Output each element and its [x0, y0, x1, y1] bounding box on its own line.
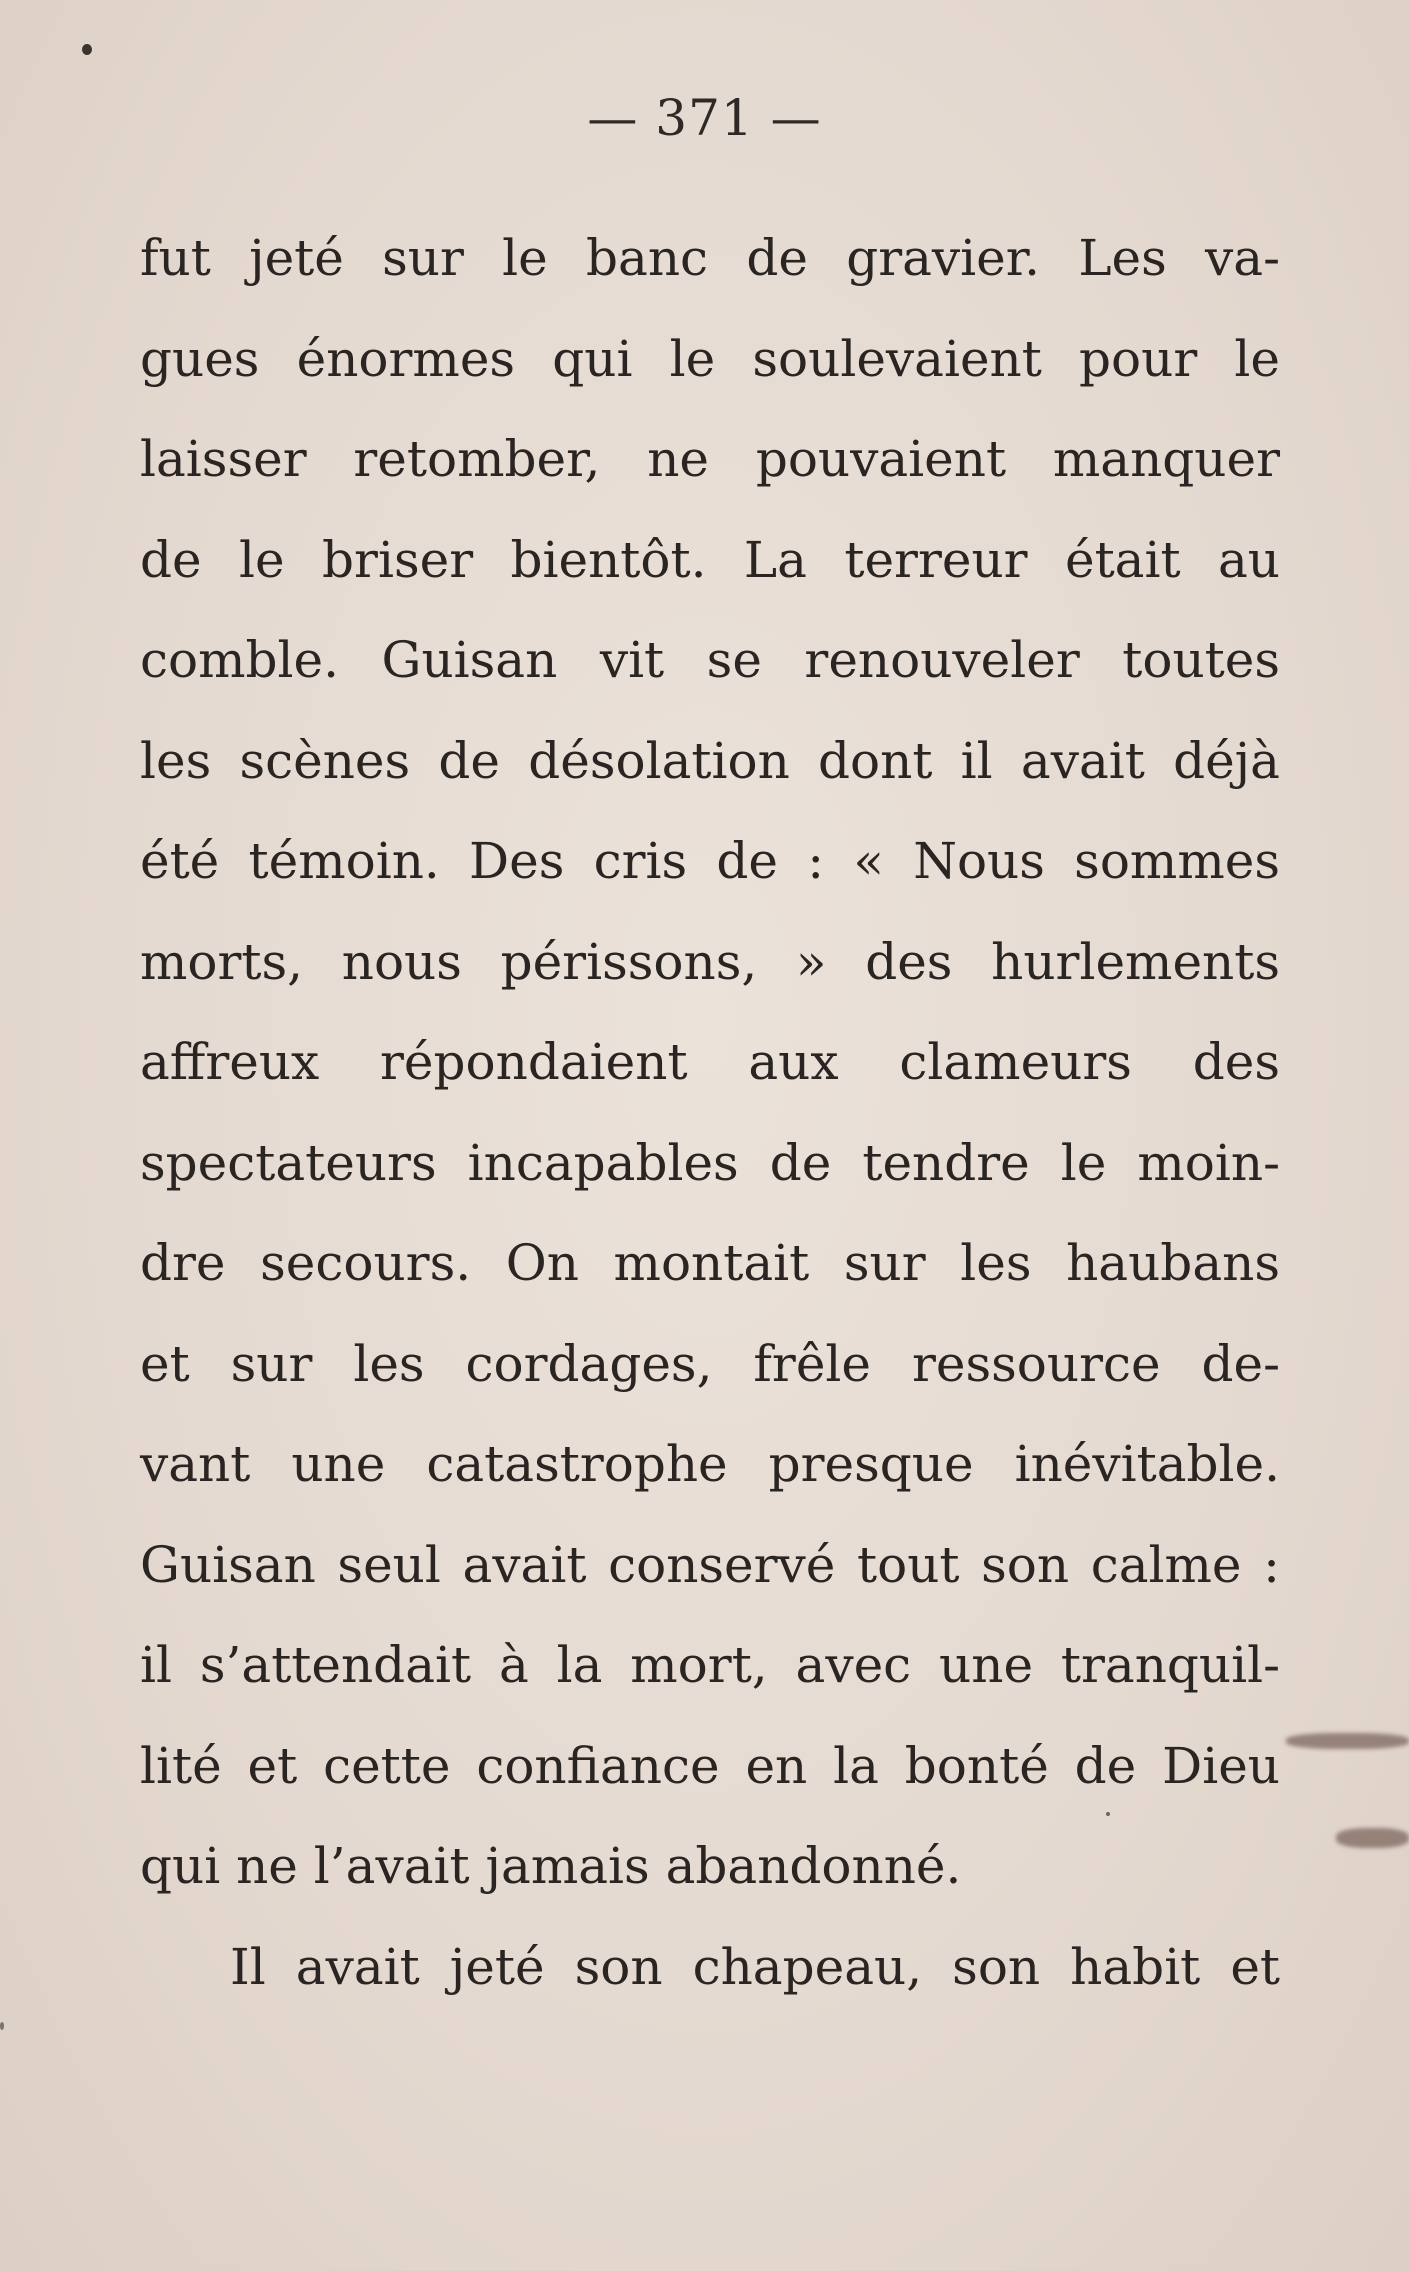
- text-line: spectateurs incapables de tendre le moin-: [140, 1133, 1280, 1192]
- text-line: morts, nous périssons, » des hurlements: [140, 932, 1280, 991]
- text-line: affreux répondaient aux clameurs des: [140, 1033, 1280, 1091]
- text-line: laisser retomber, ne pouvaient manquer: [140, 430, 1280, 488]
- text-line: Guisan seul avait conservé tout son calme :: [140, 1535, 1280, 1594]
- text-line: il s’attendait à la mort, avec une tranquil-: [140, 1636, 1280, 1694]
- text-line: fut jeté sur le banc de gravier. Les va-: [140, 229, 1280, 287]
- text-line: de le briser bientôt. La terreur était au: [140, 530, 1280, 589]
- text-line: été témoin. Des cris de : « Nous sommes: [140, 832, 1280, 890]
- ink-stain: [1336, 1828, 1409, 1848]
- ink-stain: [1286, 1733, 1409, 1749]
- body-text: [140, 208, 1280, 2008]
- page-number: — 371 —: [587, 89, 822, 147]
- text-line: les scènes de désolation dont il avait déjà: [140, 731, 1280, 790]
- text-line: comble. Guisan vit se renouveler toutes: [140, 631, 1280, 689]
- ink-speck: [82, 44, 92, 55]
- text-line: lité et cette confiance en la bonté de Dieu: [140, 1736, 1280, 1795]
- text-line: et sur les cordages, frêle ressource de-: [140, 1334, 1280, 1393]
- text-line: qui ne l’avait jamais abandonné.: [140, 1837, 962, 1895]
- ink-speck: [0, 2022, 4, 2030]
- text-line: dre secours. On montait sur les haubans: [140, 1234, 1280, 1292]
- text-line: vant une catastrophe presque inévitable.: [140, 1435, 1280, 1493]
- text-line: gues énormes qui le soulevaient pour le: [140, 329, 1280, 388]
- text-line: Il avait jeté son chapeau, son habit et: [230, 1937, 1280, 1996]
